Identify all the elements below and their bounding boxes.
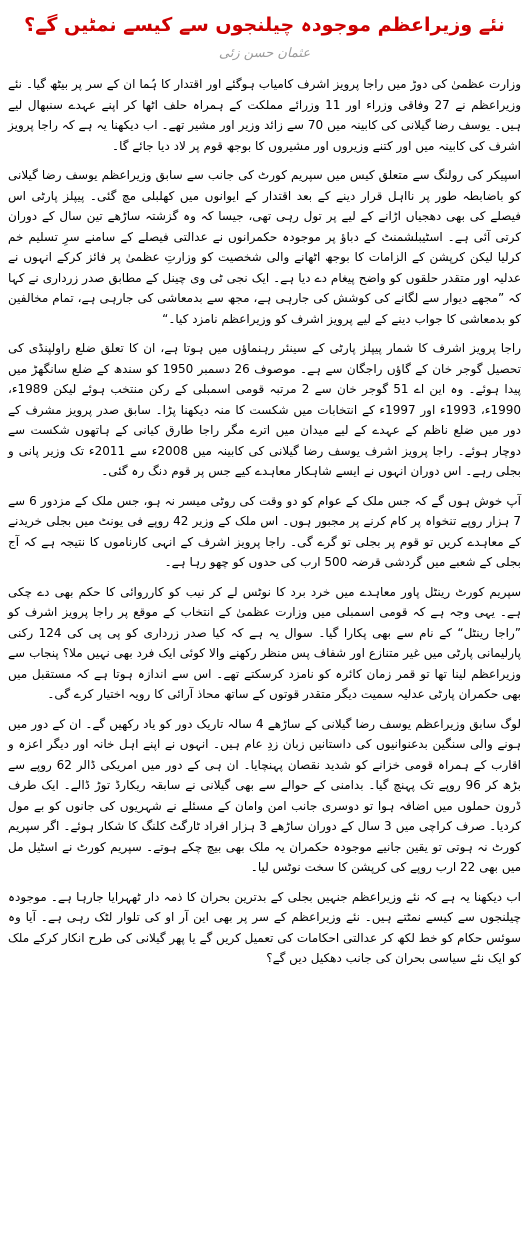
article-paragraph: وزارت عظمیٰ کی دوڑ میں راجا پرویز اشرف کامیاب ہوگئے اور اقتدار کا ہُما ان کے سر پر بیٹھ گیا۔ نئے وزیراعظم نے 27 وفاقی وزراء اور 11 وزرائے مملکت کے ہمراہ حلف اٹھا کر اپنے عہدے سنبھال لیے ہیں۔ یوسف رضا گیلانی کی کابینہ میں 70 سے زائد وزیر اور مشیر تھے۔ اب دیکھنا یہ ہے کہ راجا پرویز اشرف کی کابینہ میں اور کتنے وزیروں اور مشیروں کا بوجھ قوم پر لاد دیا جائے گا۔ bbox=[8, 77, 521, 153]
article-paragraph: آپ خوش ہوں گے کہ جس ملک کے عوام کو دو وقت کی روٹی میسر نہ ہو، جس ملک کے مزدور 6 سے 7 ہزار روپے تنخواہ پر کام کرنے پر مجبور ہوں۔ اس ملک کے وزیر 42 روپے فی یونٹ میں بجلی خریدنے کے معاہدے کریں تو قوم پر بجلی تو گرے گی۔ راجا پرویز اشرف کے انہی کارناموں کا نتیجہ ہے کہ آج بجلی کے شعبے میں گردشی قرضہ 500 ارب کی حدوں کو چھو رہا ہے۔ bbox=[8, 493, 522, 569]
article-paragraph: سپریم کورٹ رینٹل پاور معاہدے میں خرد برد کا نوٹس لے کر نیب کو کارروائی کا حکم بھی دے چکی ہے۔ یہی وجہ ہے کہ قومی اسمبلی میں وزارت عظمیٰ کے انتخاب کے موقع پر راجا پرویز اشرف کو ”راجا رینٹل“ کے نام سے بھی پکارا گیا۔ سوال یہ ہے کہ کیا صدر زرداری کو پی پی کی 124 رکنی پارلیمانی پارٹی میں غیر متنازع اور شفاف پس منظر رکھنے والا کوئی ایک فرد بھی نہیں ملا؟ پنجاب سے وزیراعظم لینا تھا تو قمر زمان کائرہ کو نامزد کرسکتے تھے۔ اس سے اندازہ ہوتا ہے کہ مستقبل میں بھی حکمران پارٹی عدلیہ سمیت دیگر متقدر قوتوں کے ساتھ محاذ آرائی کا رویہ اختیار کرے گی۔ bbox=[8, 584, 521, 701]
article-paragraph: راجا پرویز اشرف کا شمار پیپلز پارٹی کے سینئر رہنماؤں میں ہوتا ہے، ان کا تعلق ضلع راولپنڈی کی تحصیل گوجر خان کے گاؤں راجگان سے ہے۔ موصوف 26 دسمبر 1950 کو سندھ کے ضلع سانگھڑ میں پیدا ہوئے۔ وہ این اے 51 گوجر خان سے 2 مرتبہ قومی اسمبلی کے رکن منتخب ہوئے لیکن 1989ء، 1990ء، 1993ء اور 1997ء کے انتخابات میں شکست کا منہ دیکھنا پڑا۔ سابق صدر پرویز مشرف کے دور میں ضلع ناظم کے عہدے کے لیے میدان میں اترے مگر راجا طارق کیانی کے ہاتھوں شکست سے دوچار ہوئے۔ راجا پرویز اشرف یوسف رضا گیلانی کی کابینہ میں 2008ء سے 2011ء تک وزیر پانی و بجلی رہے۔ اس دوران انہوں نے ایسے شاہکار معاہدے کیے جس پر قوم دنگ رہ گئی۔ bbox=[8, 341, 522, 478]
article-headline: نئے وزیراعظم موجودہ چیلنجوں سے کیسے نمٹیں گے؟ bbox=[24, 14, 505, 36]
article-body bbox=[8, 74, 521, 969]
author-name: عثمان حسن زئی bbox=[218, 46, 311, 61]
article-paragraph: اسپیکر کی رولنگ سے متعلق کیس میں سپریم کورٹ کی جانب سے سابق وزیراعظم یوسف رضا گیلانی کو باضابطہ طور پر نااہل قرار دینے کے بعد اقتدار کے ایوانوں میں کھلبلی مچ گئی۔ پیپلز پارٹی اس فیصلے کی بھی دھجیاں اڑانے کے لیے پر تول رہی تھی، جیسا کہ وہ گزشتہ ساڑھے تین سال کے دوران کرتی آئی ہے۔ اسٹیبلشمنٹ کے دباؤ پر موجودہ حکمرانوں نے عدالتی فیصلے کے سامنے سرِ تسلیم خم کرلیا لیکن کرپشن کے الزامات کا بوجھ اٹھانے والی شخصیت کو وزارتِ عظمیٰ پر فائز کرکے انہوں نے عدلیہ اور متقدر حلقوں کو واضح پیغام دے دیا ہے۔ ایک نجی ٹی وی چینل کے مطابق صدر زرداری نے کہا کہ ”مجھے دیوار سے لگانے کی کوشش کی جارہی ہے، مجھ سے بدمعاشی کی جارہی ہے، تمام مخالفین کو بدمعاشی کا جواب دینے کے لیے پرویز اشرف کو وزیراعظم نامزد کیا۔“ bbox=[8, 168, 521, 326]
article-paragraph: لوگ سابق وزیراعظم یوسف رضا گیلانی کے ساڑھے 4 سالہ تاریک دور کو یاد رکھیں گے۔ ان کے دور میں ہونے والی سنگین بدعنوانیوں کی داستانیں زبان زدِ عام ہیں۔ انہوں نے اپنے اہل خانہ اور دیگر اعزہ و اقارب کے ہمراہ قومی خزانے کو شدید نقصان پہنچایا۔ ان ہی کے دور میں امریکی ڈالر 62 روپے سے بڑھ کر 96 روپے تک پہنچ گیا۔ بدامنی کے حوالے سے بھی گیلانی نے سابقہ ریکارڈ توڑ ڈالے۔ ایک طرف ڈرون حملوں میں اضافہ ہوا تو دوسری جانب امن وامان کے مسئلے نے شہریوں کی جانوں کو بے مول کردیا۔ صرف کراچی میں 3 سال کے دوران ساڑھے 3 ہزار افراد ٹارگٹ کلنگ کا شکار ہوئے۔ اگر سپریم کورٹ نہ ہوتی تو یقین جانیے موجودہ حکمران یہ ملک بھی بیچ چکے ہوتے۔ سپریم کورٹ نے اسٹیل مل میں بھی 22 ارب روپے کی کرپشن کا سخت نوٹس لیا۔ bbox=[8, 716, 521, 874]
article-paragraph: اب دیکھنا یہ ہے کہ نئے وزیراعظم جنہیں بجلی کے بدترین بحران کا ذمہ دار ٹھہرایا جارہا ہے۔ موجودہ چیلنجوں سے کیسے نمٹتے ہیں۔ نئے وزیراعظم کے سر پر بھی این آر او کی تلوار لٹک رہی ہے۔ آیا وہ سوئس حکام کو خط لکھ کر عدالتی احکامات کی تعمیل کریں گے یا پھر گیلانی کی طرح انکار کرکے ملک کو ایک نئے سیاسی بحران کی جانب دھکیل دیں گے؟ bbox=[8, 889, 521, 965]
